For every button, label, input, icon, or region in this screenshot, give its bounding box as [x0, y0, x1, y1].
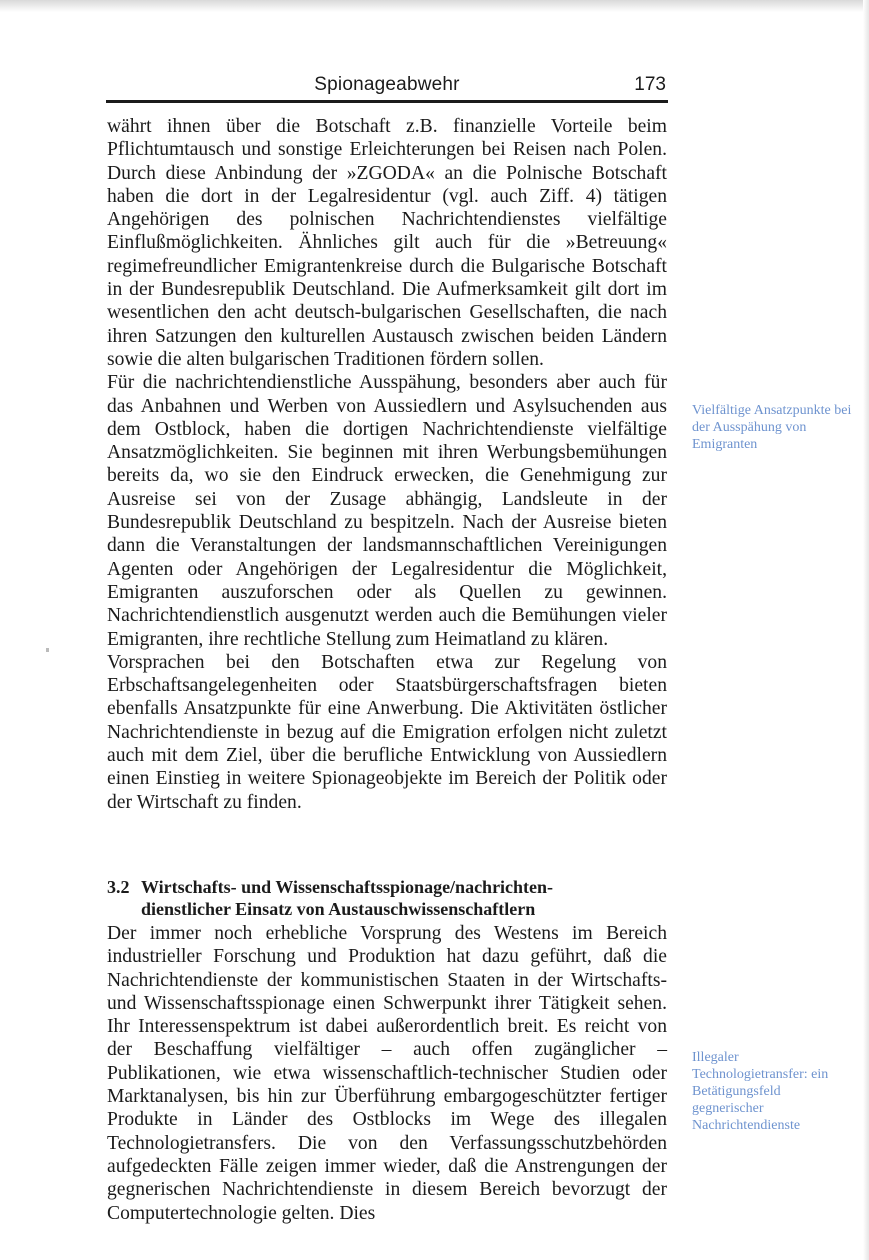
- body-text-lower: [107, 922, 667, 1225]
- margin-note-emigranten: Vielfältige Ansatzpunkte bei der Ausspähung von Emigranten: [692, 403, 852, 452]
- section-title-line-2: dienstlicher Einsatz von Austauschwissenschaftlern: [141, 899, 536, 919]
- body-text-upper: [107, 115, 667, 814]
- body-paragraph-2: Für die nachrichtendienstliche Ausspähung, besonders aber auch für das Anbahnen und Werben von Aussiedlern und Asylsuchenden aus dem Ostblock, haben die dortigen Nachrichtendienste vielfältige Ansatzmöglichkeiten. Sie beginnen mit ihren Werbungsbemühungen bereits da, wo sie den Eindruck erwecken, die Genehmigung zur Ausreise sei von der Zusage abhängig, Landsleute in der Bundesrepublik Deutschland zu bespitzeln. Nach der Ausreise bieten dann die Veranstaltungen der landsmannschaftlichen Vereinigungen Agenten oder Angehörigen der Legalresidentur die Möglichkeit, Emigranten auszuforschen oder als Quellen zu gewinnen. Nachrichtendienstlich ausgenutzt werden auch die Bemühungen vieler Emigranten, ihre rechtliche Stellung zum Heimatland zu klären.: [107, 372, 667, 650]
- scan-right-edge: [863, 0, 869, 1260]
- margin-note-technologietransfer: Illegaler Technologietransfer: ein Betätigungsfeld gegnerischer Nachrichtendienste: [692, 1050, 829, 1133]
- running-title: Spionageabwehr: [314, 74, 460, 95]
- section-title-line-1: Wirtschafts- und Wissenschaftsspionage/nachrichten-: [141, 877, 554, 897]
- scan-speck: [46, 648, 49, 652]
- section-number: 3.2: [107, 877, 130, 897]
- scan-top-edge: [0, 0, 869, 12]
- page-number: 173: [634, 74, 666, 95]
- body-paragraph-1: währt ihnen über die Botschaft z.B. finanzielle Vorteile beim Pflichtumtausch und sonstige Erleichterungen bei Reisen nach Polen. Durch diese Anbindung der »ZGODA« an die Polnische Botschaft haben die dort in der Legalresidentur (vgl. auch Ziff. 4) tätigen Angehörigen des polnischen Nachrichtendienstes vielfältige Einflußmöglichkeiten. Ähnliches gilt auch für die »Betreuung« regimefreundlicher Emigrantenkreise durch die Bulgarische Botschaft in der Bundesrepublik Deutschland. Die Aufmerksamkeit gilt dort im wesentlichen den acht deutsch-bulgarischen Gesellschaften, die nach ihren Satzungen den kulturellen Austausch zwischen beiden Ländern sowie die alten bulgarischen Traditionen fördern sollen.: [107, 116, 667, 370]
- page-header: [106, 74, 668, 100]
- body-paragraph-3: Vorsprachen bei den Botschaften etwa zur Regelung von Erbschaftsangelegenheiten oder Staatsbürgerschaftsfragen bieten ebenfalls Ansatzpunkte für eine Anwerbung. Die Aktivitäten östlicher Nachrichtendienste in bezug auf die Emigration erfolgen nicht zuletzt auch mit dem Ziel, über die berufliche Entwicklung von Aussiedlern einen Einstieg in weitere Spionageobjekte im Bereich der Politik oder der Wirtschaft zu finden.: [107, 651, 667, 813]
- header-rule: [106, 100, 668, 103]
- section-heading: [107, 876, 667, 920]
- section-paragraph-1: Der immer noch erhebliche Vorsprung des Westens im Bereich industrieller Forschung und Produktion hat dazu geführt, daß die Nachrichtendienste der kommunistischen Staaten in der Wirtschafts- und Wissenschaftsspionage einen Schwerpunkt ihrer Tätigkeit sehen. Ihr Interessenspektrum ist dabei außerordentlich breit. Es reicht von der Beschaffung vielfältiger – auch offen zugänglicher – Publikationen, wie etwa wissenschaftlich-technischer Studien oder Marktanalysen, bis hin zur Überführung embargogeschützter fertiger Produkte in Länder des Ostblocks im Wege des illegalen Technologietransfers. Die von den Verfassungsschutzbehörden aufgedeckten Fälle zeigen immer wieder, daß die Anstrengungen der gegnerischen Nachrichtendienste in diesem Bereich bevorzugt der Computertechnologie gelten. Dies: [107, 923, 667, 1224]
